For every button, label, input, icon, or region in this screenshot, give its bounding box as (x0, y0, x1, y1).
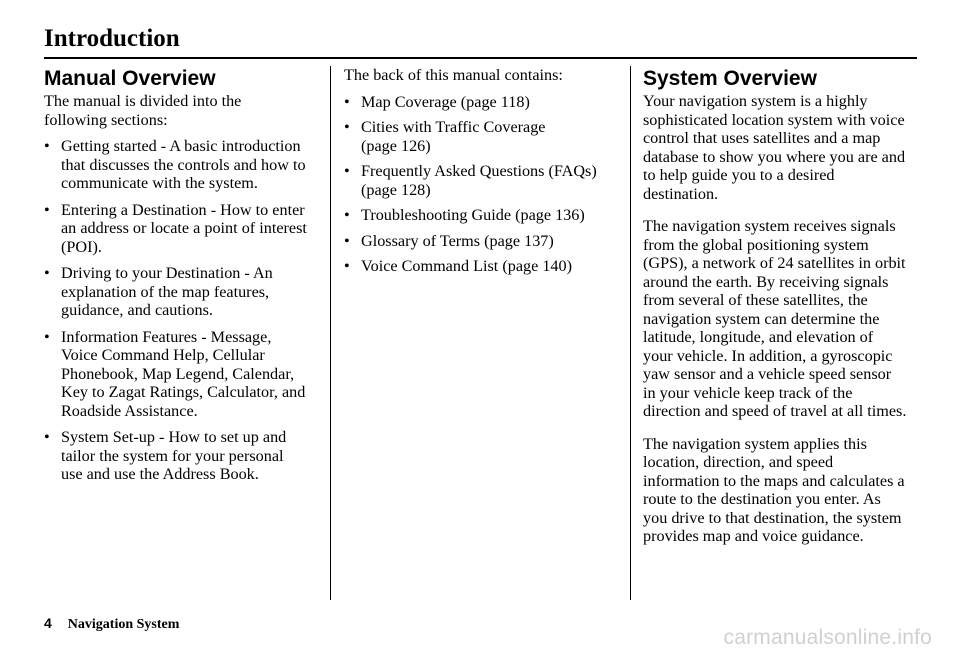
column-divider-2 (630, 66, 631, 600)
bullet-icon: • (44, 327, 50, 346)
list-item (44, 201, 326, 257)
list-item (44, 264, 326, 320)
text-line: location, direction, and speed (643, 453, 834, 471)
text-line: Driving to your Destination - An (61, 264, 273, 282)
list-item (344, 232, 619, 251)
text-line: database to show you where you are and (643, 147, 906, 166)
text-line: navigation system can determine the (643, 309, 880, 328)
list-item (44, 328, 326, 421)
text-line: direction and speed of travel at all times. (643, 402, 907, 420)
text-line: from several of these satellites, the (643, 291, 868, 309)
list-item (344, 257, 619, 276)
column-divider-1 (330, 66, 331, 600)
text-line: Voice Command Help, Cellular (61, 346, 265, 364)
text-line: (GPS), a network of 24 satellites in orbit (643, 254, 906, 272)
bullet-icon: • (44, 428, 50, 446)
text-line: following sections: (44, 110, 168, 129)
text-line: information to the maps and calculates a (643, 471, 905, 490)
text-line: explanation of the map features, (61, 282, 270, 301)
text-line: Your navigation system is a highly (643, 92, 868, 110)
bullet-icon: • (344, 162, 350, 180)
text-line: Getting started - A basic introduction (61, 137, 301, 155)
text-line: your vehicle. In addition, a gyroscopic (643, 346, 893, 365)
text-line: use and use the Address Book. (61, 465, 259, 483)
text-line: destination. (643, 184, 719, 203)
paragraph (643, 435, 923, 546)
text-line: communicate with the system. (61, 174, 258, 192)
page-footer (44, 615, 179, 633)
text-line: Cities with Traffic Coverage (361, 118, 546, 136)
text-line: an address or locate a point of interest (61, 219, 307, 237)
manual-overview-intro (44, 92, 326, 129)
text-line: Glossary of Terms (page 137) (361, 231, 554, 250)
text-line: The navigation system receives signals (643, 217, 896, 235)
text-line: provides map and voice guidance. (643, 527, 864, 545)
page-title: Introduction (44, 25, 180, 52)
page-number: 4 (44, 615, 52, 631)
text-line: (POI). (61, 237, 102, 256)
text-line: route to the destination you enter. As (643, 490, 881, 508)
list-item (344, 93, 619, 112)
bullet-icon: • (344, 118, 350, 136)
bullet-icon: • (44, 200, 50, 219)
text-line: from the global positioning system (643, 235, 869, 254)
manual-overview-column (44, 66, 326, 484)
text-line: yaw sensor and a vehicle speed sensor (643, 365, 892, 383)
title-divider (44, 57, 917, 59)
footer-section-name: Navigation System (67, 617, 180, 632)
list-item (44, 428, 326, 484)
back-of-manual-list (344, 93, 619, 276)
text-line: Phonebook, Map Legend, Calendar, (61, 364, 295, 383)
bullet-icon: • (344, 206, 350, 224)
text-line: in your vehicle keep track of the (643, 383, 853, 402)
text-line: tailor the system for your personal (61, 446, 284, 465)
text-line: Roadside Assistance. (61, 401, 198, 420)
list-item (344, 118, 619, 155)
text-line: (page 128) (361, 180, 431, 199)
text-line: to help guide you to a desired (643, 166, 835, 184)
text-line: Key to Zagat Ratings, Calculator, and (61, 383, 306, 401)
system-overview-heading: System Overview (643, 67, 817, 90)
text-line: The manual is divided into the (44, 92, 242, 110)
list-item (344, 162, 619, 199)
text-line: Entering a Destination - How to enter (61, 200, 305, 219)
text-line: Information Features - Message, (61, 327, 272, 346)
bullet-icon: • (344, 92, 350, 111)
back-of-manual-intro: The back of this manual contains: (344, 66, 563, 84)
manual-sections-list (44, 137, 326, 484)
list-item (44, 137, 326, 193)
text-line: Voice Command List (page 140) (361, 257, 572, 275)
system-overview-column (643, 66, 923, 556)
text-line: guidance, and cautions. (61, 301, 213, 319)
text-line: that discusses the controls and how to (61, 155, 306, 174)
list-item (344, 206, 619, 225)
bullet-icon: • (44, 137, 50, 155)
bullet-icon: • (344, 257, 350, 275)
bullet-icon: • (344, 231, 350, 250)
text-line: sophisticated location system with voice (643, 110, 905, 129)
text-line: (page 126) (361, 136, 431, 155)
paragraph (643, 92, 923, 203)
text-line: The navigation system applies this (643, 434, 867, 453)
text-line: Troubleshooting Guide (page 136) (361, 206, 585, 224)
text-line: control that uses satellites and a map (643, 129, 881, 147)
text-line: Frequently Asked Questions (FAQs) (361, 162, 597, 180)
text-line: around the earth. By receiving signals (643, 272, 889, 291)
bullet-icon: • (44, 264, 50, 282)
watermark: carmanualsonline.info (723, 626, 932, 649)
text-line: you drive to that destination, the system (643, 508, 902, 527)
text-line: latitude, longitude, and elevation of (643, 328, 874, 346)
manual-overview-heading: Manual Overview (44, 67, 216, 90)
text-line: Map Coverage (page 118) (361, 92, 530, 111)
paragraph (643, 217, 923, 421)
text-line: System Set-up - How to set up and (61, 428, 287, 446)
back-of-manual-column (344, 66, 619, 276)
